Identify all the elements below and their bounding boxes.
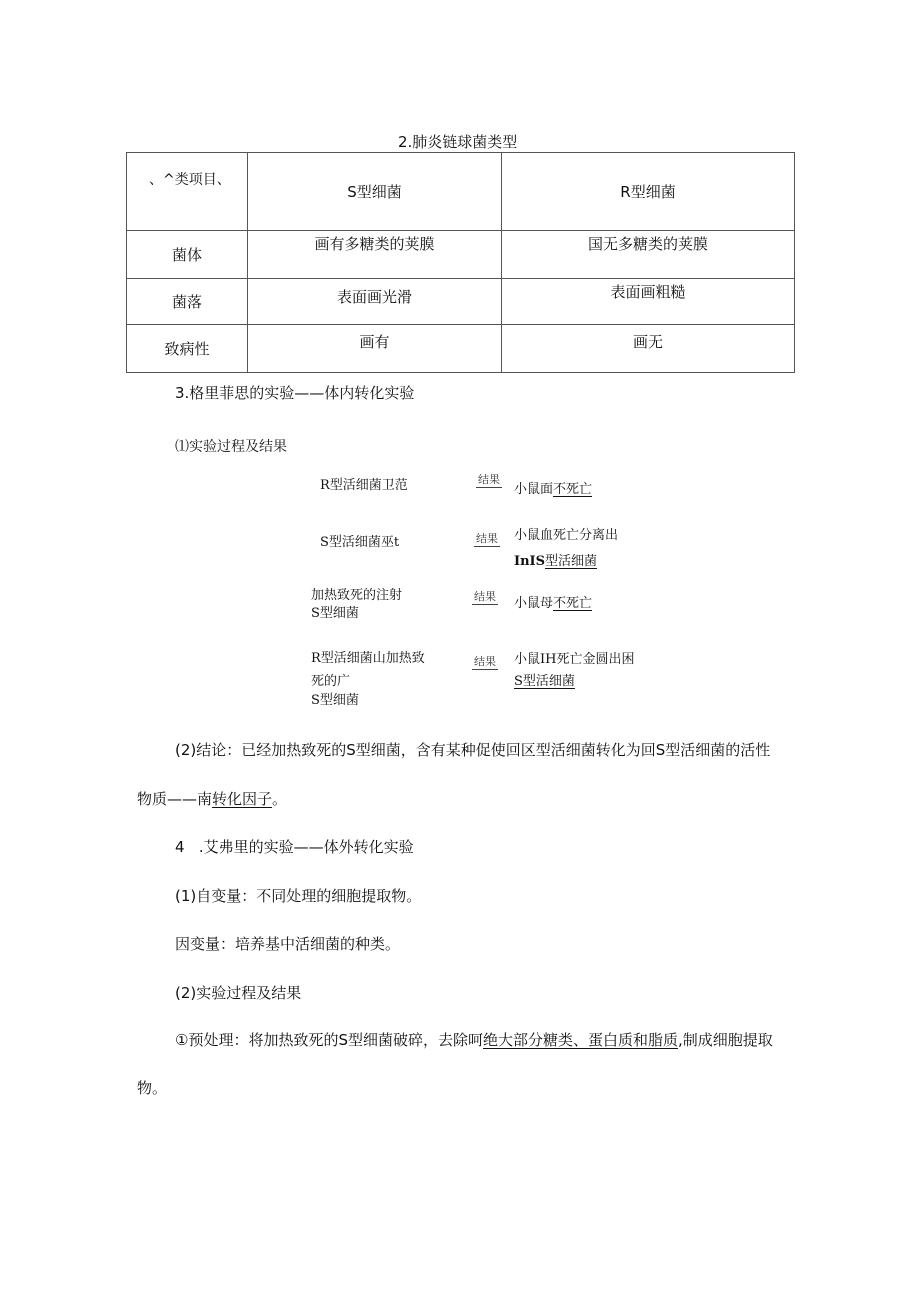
section4-title: 4 .艾弗里的实验——体外转化实验 [175, 838, 414, 856]
conclusion-text: 物质——南 [137, 790, 213, 808]
row-item-label: 菌体 [127, 231, 248, 279]
exp1-right [514, 478, 592, 497]
row-r-value: 表面画粗糙 [502, 279, 795, 325]
exp4-left-line2: 死的广 [311, 674, 351, 689]
preprocessing-line1 [175, 1029, 773, 1050]
table-row [127, 325, 795, 373]
exp4-right-line1: 小鼠IH死亡金圆出困 [514, 652, 635, 667]
preprocessing-underlined: 绝大部分糖类、蛋白质和脂质 [482, 1031, 678, 1049]
exp2-right-line1: 小鼠血死亡分离出 [514, 528, 619, 543]
row-s-value: 表面画光滑 [248, 279, 502, 325]
conclusion-line2 [137, 788, 287, 809]
row-item-label: 致病性 [127, 325, 248, 373]
bacteria-type-table [126, 152, 795, 373]
section3-subtitle-process: ⑴实验过程及结果 [175, 439, 287, 455]
result-label: 结果 [474, 590, 496, 603]
exp1-right-underlined: 不死亡 [553, 482, 593, 497]
conclusion-end: 。 [272, 790, 288, 808]
section4-subtitle-process: (2)实验过程及结果 [175, 984, 302, 1002]
exp3-left-line2: S型细菌 [311, 606, 359, 621]
header-r-type: R型细菌 [502, 153, 795, 231]
exp1-left: R型活细菌卫范 [320, 478, 408, 493]
exp3-right-underlined: 不死亡 [553, 596, 593, 611]
exp2-right-line2 [514, 550, 597, 569]
conclusion-underlined: 转化因子 [212, 790, 273, 808]
exp2-right-underlined: 型活细菌 [545, 554, 598, 569]
result-label: 结果 [478, 473, 500, 486]
table-header-row [127, 153, 795, 231]
section3-title: 3.格里菲思的实验——体内转化实验 [175, 384, 415, 402]
preprocessing-text: ①预处理：将加热致死的S型细菌破碎，去除呵 [175, 1031, 483, 1049]
result-label: 结果 [476, 532, 498, 545]
result-arrow [474, 546, 500, 547]
preprocessing-line2: 物。 [137, 1079, 168, 1097]
preprocessing-end: ,制成细胞提取 [678, 1031, 773, 1049]
exp4-left-line3: S型细菌 [311, 693, 359, 708]
table-row [127, 279, 795, 325]
conclusion-line1: (2)结论：已经加热致死的S型细菌，含有某种促使回区型活细菌转化为回S型活细菌的活性 [175, 741, 771, 759]
row-item-label: 菌落 [127, 279, 248, 325]
table-title: 2.肺炎链球菌类型 [398, 133, 518, 151]
result-arrow [476, 487, 502, 488]
exp4-left-line1: R型活细菌山加热致 [311, 651, 425, 666]
exp3-left-line1: 加热致死的注射 [311, 588, 403, 603]
exp4-right-line2: S型活细菌 [514, 674, 575, 689]
dependent-variable: 因变量：培养基中活细菌的种类。 [175, 935, 401, 953]
exp3-right-text: 小鼠母 [514, 596, 554, 611]
exp1-right-text: 小鼠面 [514, 482, 554, 497]
table-row [127, 231, 795, 279]
row-s-value: 画有多糖类的荚膜 [248, 231, 502, 279]
exp3-right [514, 592, 592, 611]
row-r-value: 画无 [502, 325, 795, 373]
exp2-left: S型活细菌巫t [320, 535, 400, 550]
row-s-value: 画有 [248, 325, 502, 373]
table-corner-cell: 、^类项目、 [127, 153, 248, 231]
result-arrow [472, 604, 498, 605]
result-label: 结果 [474, 655, 496, 668]
result-arrow [472, 669, 498, 670]
header-s-type: S型细菌 [248, 153, 502, 231]
row-r-value: 国无多糖类的荚膜 [502, 231, 795, 279]
independent-variable: (1)自变量：不同处理的细胞提取物。 [175, 887, 422, 905]
exp2-right-prefix: InIS [514, 554, 546, 569]
